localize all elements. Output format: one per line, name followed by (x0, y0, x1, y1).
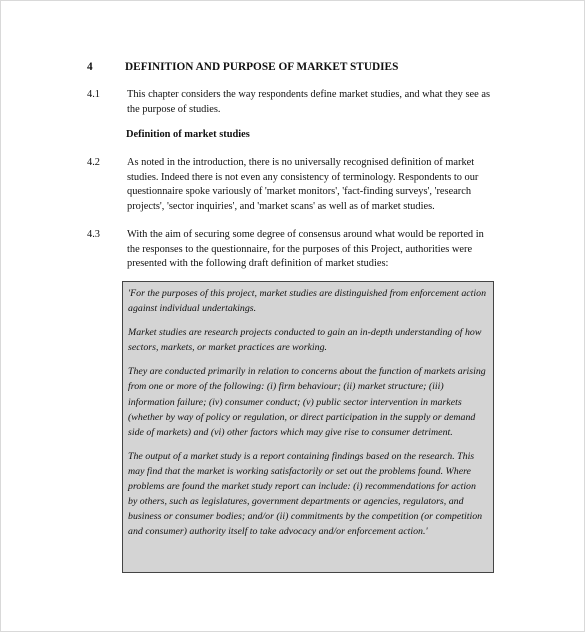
section-title: DEFINITION AND PURPOSE OF MARKET STUDIES (125, 61, 399, 73)
paragraph-number: 4.3 (87, 229, 100, 240)
paragraph-4-3 (87, 228, 497, 272)
paragraph-4-1 (87, 88, 497, 117)
paragraph-number: 4.1 (87, 89, 100, 100)
quote-paragraph: They are conducted primarily in relation to concerns about the function of markets arising from one or more of the following: (i) firm behaviour; (ii) market structure; (iii) information failure; (iv) consumer conduct; (v) public sector intervention in markets (whether by way of policy or regulation, or direct participation in the supply or demand side of markets) and (vi) other factors which may give rise to consumer detriment. (128, 366, 486, 438)
subheading-definition: Definition of market studies (126, 129, 250, 140)
paragraph-text: With the aim of securing some degree of consensus around what would be reported in the responses to the questionnaire, for the purposes of this Project, authorities were presented with the following draft definition of market studies: (127, 229, 484, 270)
quote-paragraph: Market studies are research projects conducted to gain an in-depth understanding of how sectors, markets, or market practices are working. (128, 327, 482, 354)
paragraph-number: 4.2 (87, 157, 100, 168)
paragraph-text: This chapter considers the way respondents define market studies, and what they see as the purpose of studies. (127, 89, 490, 115)
paragraph-4-2 (87, 156, 497, 214)
quote-paragraph: 'For the purposes of this project, market studies are distinguished from enforcement action against individual undertakings. (128, 288, 487, 315)
quote-paragraph: The output of a market study is a report containing findings based on the research. This may find that the market is working satisfactorily or set out the problems found. Where problems are found the market study report can include: (i) recommendations for action by others, such as legislatures, government departments or agencies, regulators, and business or consumer bodies; and/or (ii) commitments by the competition (or competition and consumer) authority itself to take advocacy and/or enforcement action.' (128, 450, 483, 538)
paragraph-text: As noted in the introduction, there is no universally recognised definition of market studies. Indeed there is not even any consistency of terminology. Respondents to our questionnaire spoke variously of 'market monitors', 'fact-finding surveys', 'research projects', 'sector inquiries', and 'market scans' as well as of market studies. (127, 157, 479, 212)
definition-quote-box (122, 281, 494, 573)
section-number: 4 (87, 61, 93, 73)
